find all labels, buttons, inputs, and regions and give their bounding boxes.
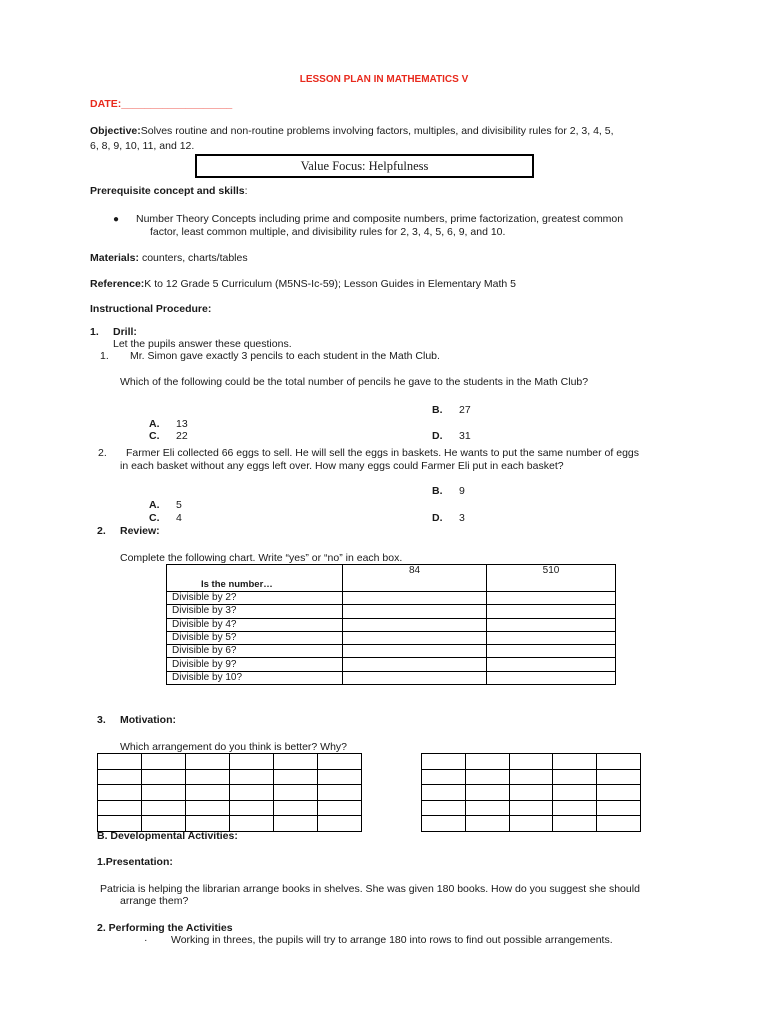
grid-row bbox=[98, 769, 362, 785]
chart-header-510: 510 bbox=[487, 565, 616, 592]
q1-choice-c-value: 22 bbox=[176, 430, 188, 442]
row-label: Divisible by 5? bbox=[167, 631, 343, 644]
materials-text: counters, charts/tables bbox=[139, 252, 248, 264]
q1-choice-c-letter: C. bbox=[149, 430, 160, 442]
grid-cell bbox=[465, 816, 509, 832]
q2-choice-c-value: 4 bbox=[176, 512, 182, 524]
performing-text: Working in threes, the pupils will try to arrange 180 into rows to find out possible arrangements. bbox=[171, 934, 613, 946]
grid-cell bbox=[597, 816, 641, 832]
grid-row bbox=[98, 754, 362, 770]
drill-intro: Let the pupils answer these questions. bbox=[113, 338, 292, 350]
answer-cell-510[interactable] bbox=[487, 618, 616, 631]
grid-row bbox=[422, 754, 641, 770]
q1-text: Mr. Simon gave exactly 3 pencils to each student in the Math Club. bbox=[130, 350, 440, 362]
drill-label: Drill: bbox=[113, 326, 137, 338]
grid-row bbox=[422, 816, 641, 832]
grid-cell bbox=[274, 754, 318, 770]
row-label: Divisible by 10? bbox=[167, 671, 343, 684]
q2-choice-d-value: 3 bbox=[459, 512, 465, 524]
prerequisite-label: Prerequisite concept and skills bbox=[90, 185, 245, 197]
performing-bullet: · bbox=[144, 934, 148, 946]
review-label: Review: bbox=[120, 525, 160, 537]
q2-choice-d-letter: D. bbox=[432, 512, 443, 524]
grid-cell bbox=[509, 785, 553, 801]
grid-cell bbox=[553, 754, 597, 770]
grid-cell bbox=[186, 785, 230, 801]
q2-number: 2. bbox=[98, 447, 107, 459]
grid-row bbox=[98, 785, 362, 801]
grid-cell bbox=[509, 754, 553, 770]
motivation-question: Which arrangement do you think is better? Why? bbox=[120, 741, 348, 753]
prerequisite-colon: : bbox=[244, 185, 248, 197]
grid-cell bbox=[422, 754, 466, 770]
bullet-icon: ● bbox=[113, 214, 120, 225]
grid-cell bbox=[553, 785, 597, 801]
table-row bbox=[167, 592, 616, 605]
q1-choice-d-value: 31 bbox=[459, 430, 471, 442]
arrangement-grid-right bbox=[421, 753, 641, 832]
answer-cell-510[interactable] bbox=[487, 645, 616, 658]
answer-cell-510[interactable] bbox=[487, 605, 616, 618]
grid-cell bbox=[98, 800, 142, 816]
materials bbox=[90, 252, 248, 264]
value-focus-box: Value Focus: Helpfulness bbox=[195, 154, 534, 178]
answer-cell-84[interactable] bbox=[343, 671, 487, 684]
answer-cell-510[interactable] bbox=[487, 631, 616, 644]
grid-cell bbox=[230, 800, 274, 816]
grid-cell bbox=[553, 816, 597, 832]
motivation-label: Motivation: bbox=[120, 714, 176, 726]
chart-header-label: Is the number… bbox=[167, 565, 343, 592]
prerequisite-bullet-line1: Number Theory Concepts including prime and composite numbers, prime factorization, greatest common bbox=[136, 213, 624, 225]
grid-cell bbox=[318, 785, 362, 801]
motivation-number: 3. bbox=[97, 714, 106, 726]
developmental-heading: B. Developmental Activities: bbox=[97, 830, 238, 842]
grid-cell bbox=[186, 800, 230, 816]
chart-header-row bbox=[167, 565, 616, 592]
drill-number: 1. bbox=[90, 326, 99, 338]
divisibility-chart bbox=[166, 564, 616, 685]
date-field: DATE:___________________ bbox=[90, 98, 233, 110]
presentation-label: 1.Presentation: bbox=[97, 856, 173, 868]
q2-choice-a-value: 5 bbox=[176, 499, 182, 511]
presentation-line2: arrange them? bbox=[120, 895, 189, 907]
review-number: 2. bbox=[97, 525, 106, 537]
objective-line2: 6, 8, 9, 10, 11, and 12. bbox=[90, 140, 195, 152]
grid-cell bbox=[142, 769, 186, 785]
answer-cell-84[interactable] bbox=[343, 645, 487, 658]
q1-choice-a-value: 13 bbox=[176, 418, 188, 430]
row-label: Divisible by 6? bbox=[167, 645, 343, 658]
grid-row bbox=[422, 800, 641, 816]
q2-choice-c-letter: C. bbox=[149, 512, 160, 524]
grid-cell bbox=[597, 769, 641, 785]
table-row bbox=[167, 645, 616, 658]
performing-label: 2. Performing the Activities bbox=[97, 922, 233, 934]
answer-cell-510[interactable] bbox=[487, 592, 616, 605]
grid-cell bbox=[274, 816, 318, 832]
objective bbox=[90, 124, 680, 154]
answer-cell-84[interactable] bbox=[343, 592, 487, 605]
grid-cell bbox=[422, 785, 466, 801]
q1-number: 1. bbox=[100, 350, 109, 362]
q2-choice-b-value: 9 bbox=[459, 485, 465, 497]
objective-line1: Solves routine and non-routine problems involving factors, multiples, and divisibility rules for 2, 3, 4, 5, bbox=[140, 125, 614, 137]
reference-label: Reference: bbox=[90, 278, 145, 290]
grid-cell bbox=[230, 754, 274, 770]
answer-cell-510[interactable] bbox=[487, 658, 616, 671]
grid-cell bbox=[597, 754, 641, 770]
q1-choice-b-value: 27 bbox=[459, 404, 471, 416]
grid-cell bbox=[465, 769, 509, 785]
prerequisite-bullet-line2: factor, least common multiple, and divisibility rules for 2, 3, 4, 5, 6, 9, and 10. bbox=[150, 226, 506, 238]
review-instruction: Complete the following chart. Write “yes” or “no” in each box. bbox=[120, 552, 403, 564]
grid-cell bbox=[553, 800, 597, 816]
grid-cell bbox=[230, 769, 274, 785]
grid-cell bbox=[465, 754, 509, 770]
grid-cell bbox=[142, 785, 186, 801]
grid-cell bbox=[186, 769, 230, 785]
arrangement-grid-left bbox=[97, 753, 362, 832]
q1-choice-b-letter: B. bbox=[432, 404, 443, 416]
grid-cell bbox=[465, 800, 509, 816]
q2-choice-b-letter: B. bbox=[432, 485, 443, 497]
reference-text: K to 12 Grade 5 Curriculum (M5NS-Ic-59); Lesson Guides in Elementary Math 5 bbox=[144, 278, 517, 290]
q1-choice-a-letter: A. bbox=[149, 418, 160, 430]
grid-cell bbox=[230, 785, 274, 801]
table-row bbox=[167, 605, 616, 618]
grid-cell bbox=[422, 816, 466, 832]
grid-row bbox=[422, 769, 641, 785]
table-row bbox=[167, 618, 616, 631]
grid-cell bbox=[553, 769, 597, 785]
answer-cell-84[interactable] bbox=[343, 658, 487, 671]
document-title: LESSON PLAN IN MATHEMATICS V bbox=[299, 74, 469, 85]
grid-cell bbox=[509, 816, 553, 832]
grid-cell bbox=[98, 769, 142, 785]
grid-cell bbox=[274, 800, 318, 816]
grid-cell bbox=[597, 800, 641, 816]
answer-cell-84[interactable] bbox=[343, 605, 487, 618]
grid-row bbox=[98, 800, 362, 816]
grid-cell bbox=[597, 785, 641, 801]
grid-cell bbox=[422, 800, 466, 816]
materials-label: Materials: bbox=[90, 252, 140, 264]
grid-cell bbox=[274, 769, 318, 785]
answer-cell-84[interactable] bbox=[343, 631, 487, 644]
table-row bbox=[167, 671, 616, 684]
grid-cell bbox=[98, 754, 142, 770]
q2-line1: Farmer Eli collected 66 eggs to sell. He will sell the eggs in baskets. He wants to put the same number of eggs bbox=[126, 447, 640, 459]
instructional-procedure-heading: Instructional Procedure: bbox=[90, 303, 212, 315]
grid-cell bbox=[318, 754, 362, 770]
row-label: Divisible by 9? bbox=[167, 658, 343, 671]
table-row bbox=[167, 658, 616, 671]
grid-cell bbox=[186, 754, 230, 770]
chart-header-84: 84 bbox=[343, 565, 487, 592]
prerequisite-heading bbox=[90, 185, 248, 197]
row-label: Divisible by 3? bbox=[167, 605, 343, 618]
q2-line2: in each basket without any eggs left over. How many eggs could Farmer Eli put in each basket? bbox=[120, 460, 564, 472]
prerequisite-bullet bbox=[136, 213, 686, 239]
reference bbox=[90, 278, 516, 290]
answer-cell-510[interactable] bbox=[487, 671, 616, 684]
presentation-line1: Patricia is helping the librarian arrange books in shelves. She was given 180 books. How do you suggest she should bbox=[100, 883, 640, 895]
objective-label: Objective: bbox=[90, 125, 141, 137]
row-label: Divisible by 4? bbox=[167, 618, 343, 631]
grid-cell bbox=[465, 785, 509, 801]
grid-cell bbox=[274, 785, 318, 801]
grid-cell bbox=[142, 754, 186, 770]
q2-choice-a-letter: A. bbox=[149, 499, 160, 511]
grid-cell bbox=[318, 800, 362, 816]
q1-question: Which of the following could be the total number of pencils he gave to the students in the Math Club? bbox=[120, 376, 589, 388]
grid-cell bbox=[318, 769, 362, 785]
grid-cell bbox=[509, 800, 553, 816]
table-row bbox=[167, 631, 616, 644]
grid-row bbox=[422, 785, 641, 801]
q1-choice-d-letter: D. bbox=[432, 430, 443, 442]
answer-cell-84[interactable] bbox=[343, 618, 487, 631]
grid-cell bbox=[422, 769, 466, 785]
grid-cell bbox=[98, 785, 142, 801]
row-label: Divisible by 2? bbox=[167, 592, 343, 605]
grid-cell bbox=[142, 800, 186, 816]
grid-cell bbox=[509, 769, 553, 785]
grid-cell bbox=[318, 816, 362, 832]
